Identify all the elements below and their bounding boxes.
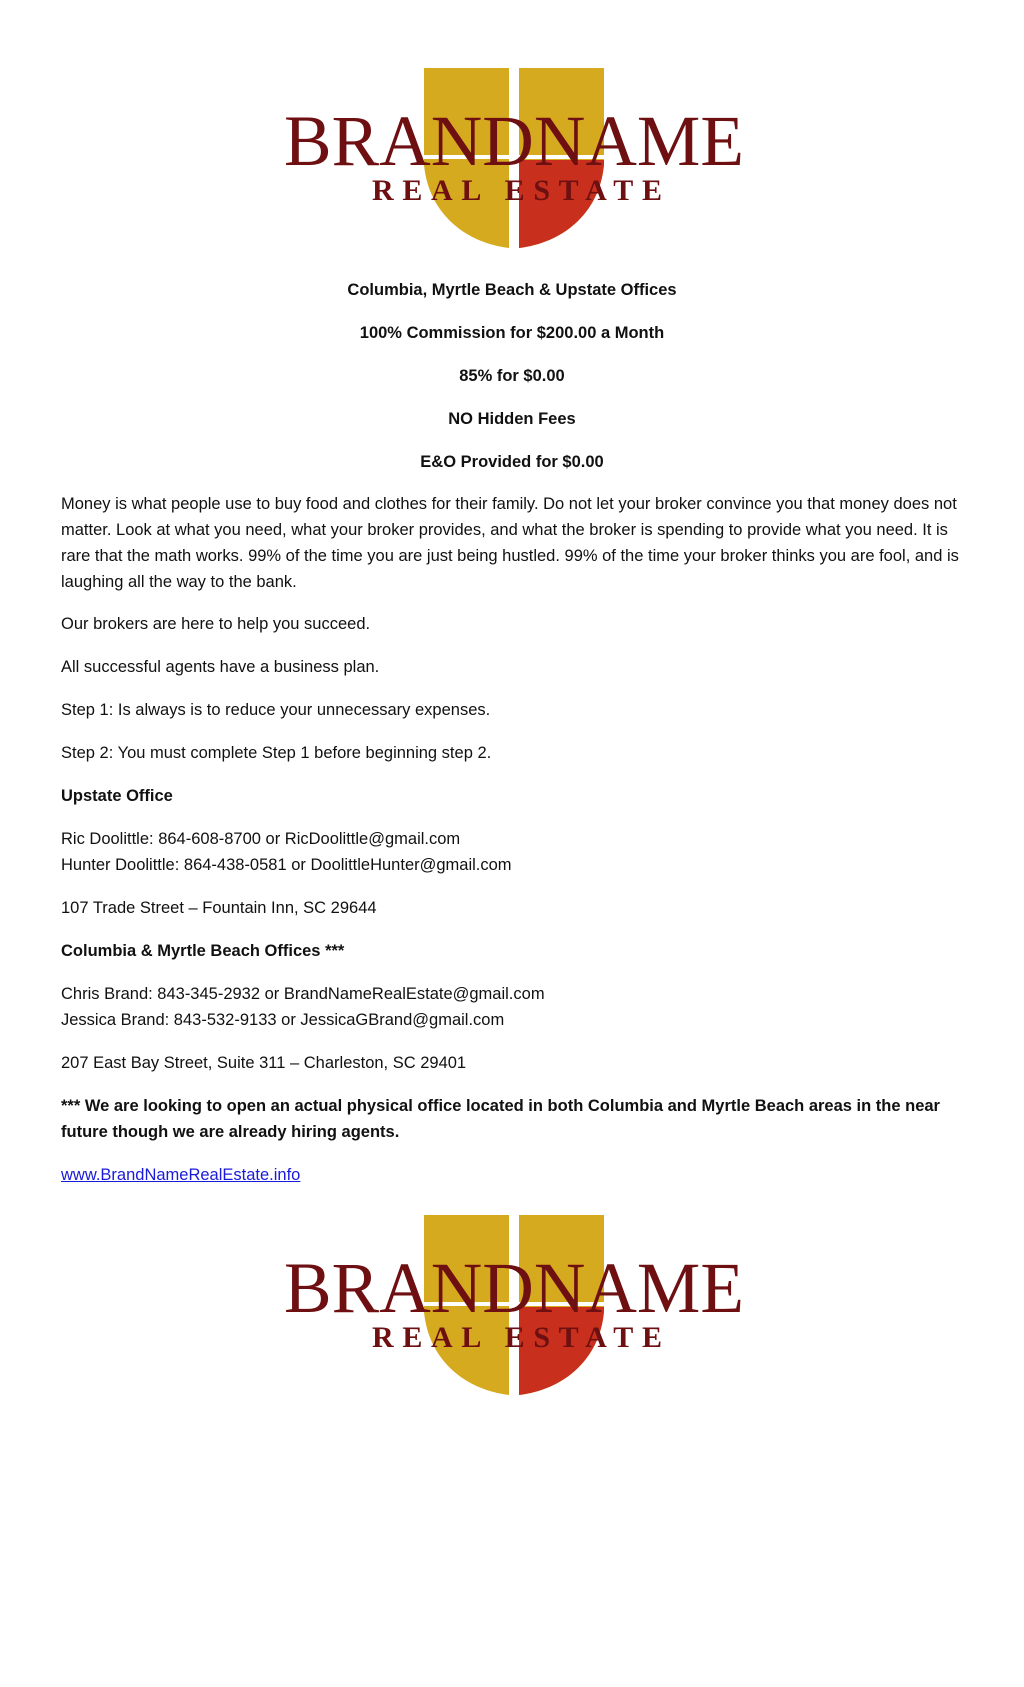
intro-paragraph: Money is what people use to buy food and clothes for their family. Do not let your broker convince you that money does not matter. Look at what you need, what your broker provides, and what the broker is spending to provide what you need. It is rare that the math works. 99% of the time you are just being hustled. 99% of the time your broker thinks you are fool, and is laughing all the way to the bank.: [61, 495, 959, 591]
plan-line: All successful agents have a business plan.: [61, 658, 380, 676]
svg-text:BRANDNAME: BRANDNAME: [284, 101, 744, 181]
upstate-contact-1: Ric Doolittle: 864-608-8700 or RicDoolittle@gmail.com: [61, 830, 461, 848]
help-line: Our brokers are here to help you succeed.: [61, 615, 371, 633]
brandname-logo-graphic: [279, 65, 749, 250]
headline-85-percent: 85% for $0.00: [459, 367, 565, 385]
headline-offices: Columbia, Myrtle Beach & Upstate Offices: [347, 281, 677, 299]
columbia-address: 207 East Bay Street, Suite 311 – Charleston, SC 29401: [61, 1054, 467, 1072]
svg-text:BRANDNAME: BRANDNAME: [284, 1248, 744, 1328]
upstate-heading: Upstate Office: [61, 787, 173, 805]
headline-commission: 100% Commission for $200.00 a Month: [359, 324, 665, 342]
brandname-logo-top: [279, 65, 749, 250]
office-note: *** We are looking to open an actual physical office located in both Columbia and Myrtle Beach areas in the near future though we are already hiring agents.: [61, 1097, 940, 1141]
step1-line: Step 1: Is always is to reduce your unnecessary expenses.: [61, 701, 491, 719]
headline-eo-provided: E&O Provided for $0.00: [420, 453, 604, 471]
upstate-contact-2: Hunter Doolittle: 864-438-0581 or DoolittleHunter@gmail.com: [61, 856, 512, 874]
columbia-contact-1: Chris Brand: 843-345-2932 or BrandNameRealEstate@gmail.com: [61, 985, 545, 1003]
columbia-heading: Columbia & Myrtle Beach Offices ***: [61, 942, 345, 960]
step2-line: Step 2: You must complete Step 1 before beginning step 2.: [61, 744, 492, 762]
upstate-address: 107 Trade Street – Fountain Inn, SC 29644: [61, 899, 377, 917]
brandname-logo-bottom: [279, 1212, 749, 1397]
headline-no-hidden-fees: NO Hidden Fees: [448, 410, 576, 428]
website-link[interactable]: www.BrandNameRealEstate.info: [61, 1166, 301, 1184]
svg-text:REAL ESTATE: REAL ESTATE: [372, 1321, 662, 1354]
brandname-logo-graphic: [279, 1212, 749, 1397]
svg-text:REAL ESTATE: REAL ESTATE: [372, 174, 662, 207]
website-line: [61, 1162, 971, 1188]
columbia-contact-2: Jessica Brand: 843-532-9133 or JessicaGBrand@gmail.com: [61, 1011, 505, 1029]
